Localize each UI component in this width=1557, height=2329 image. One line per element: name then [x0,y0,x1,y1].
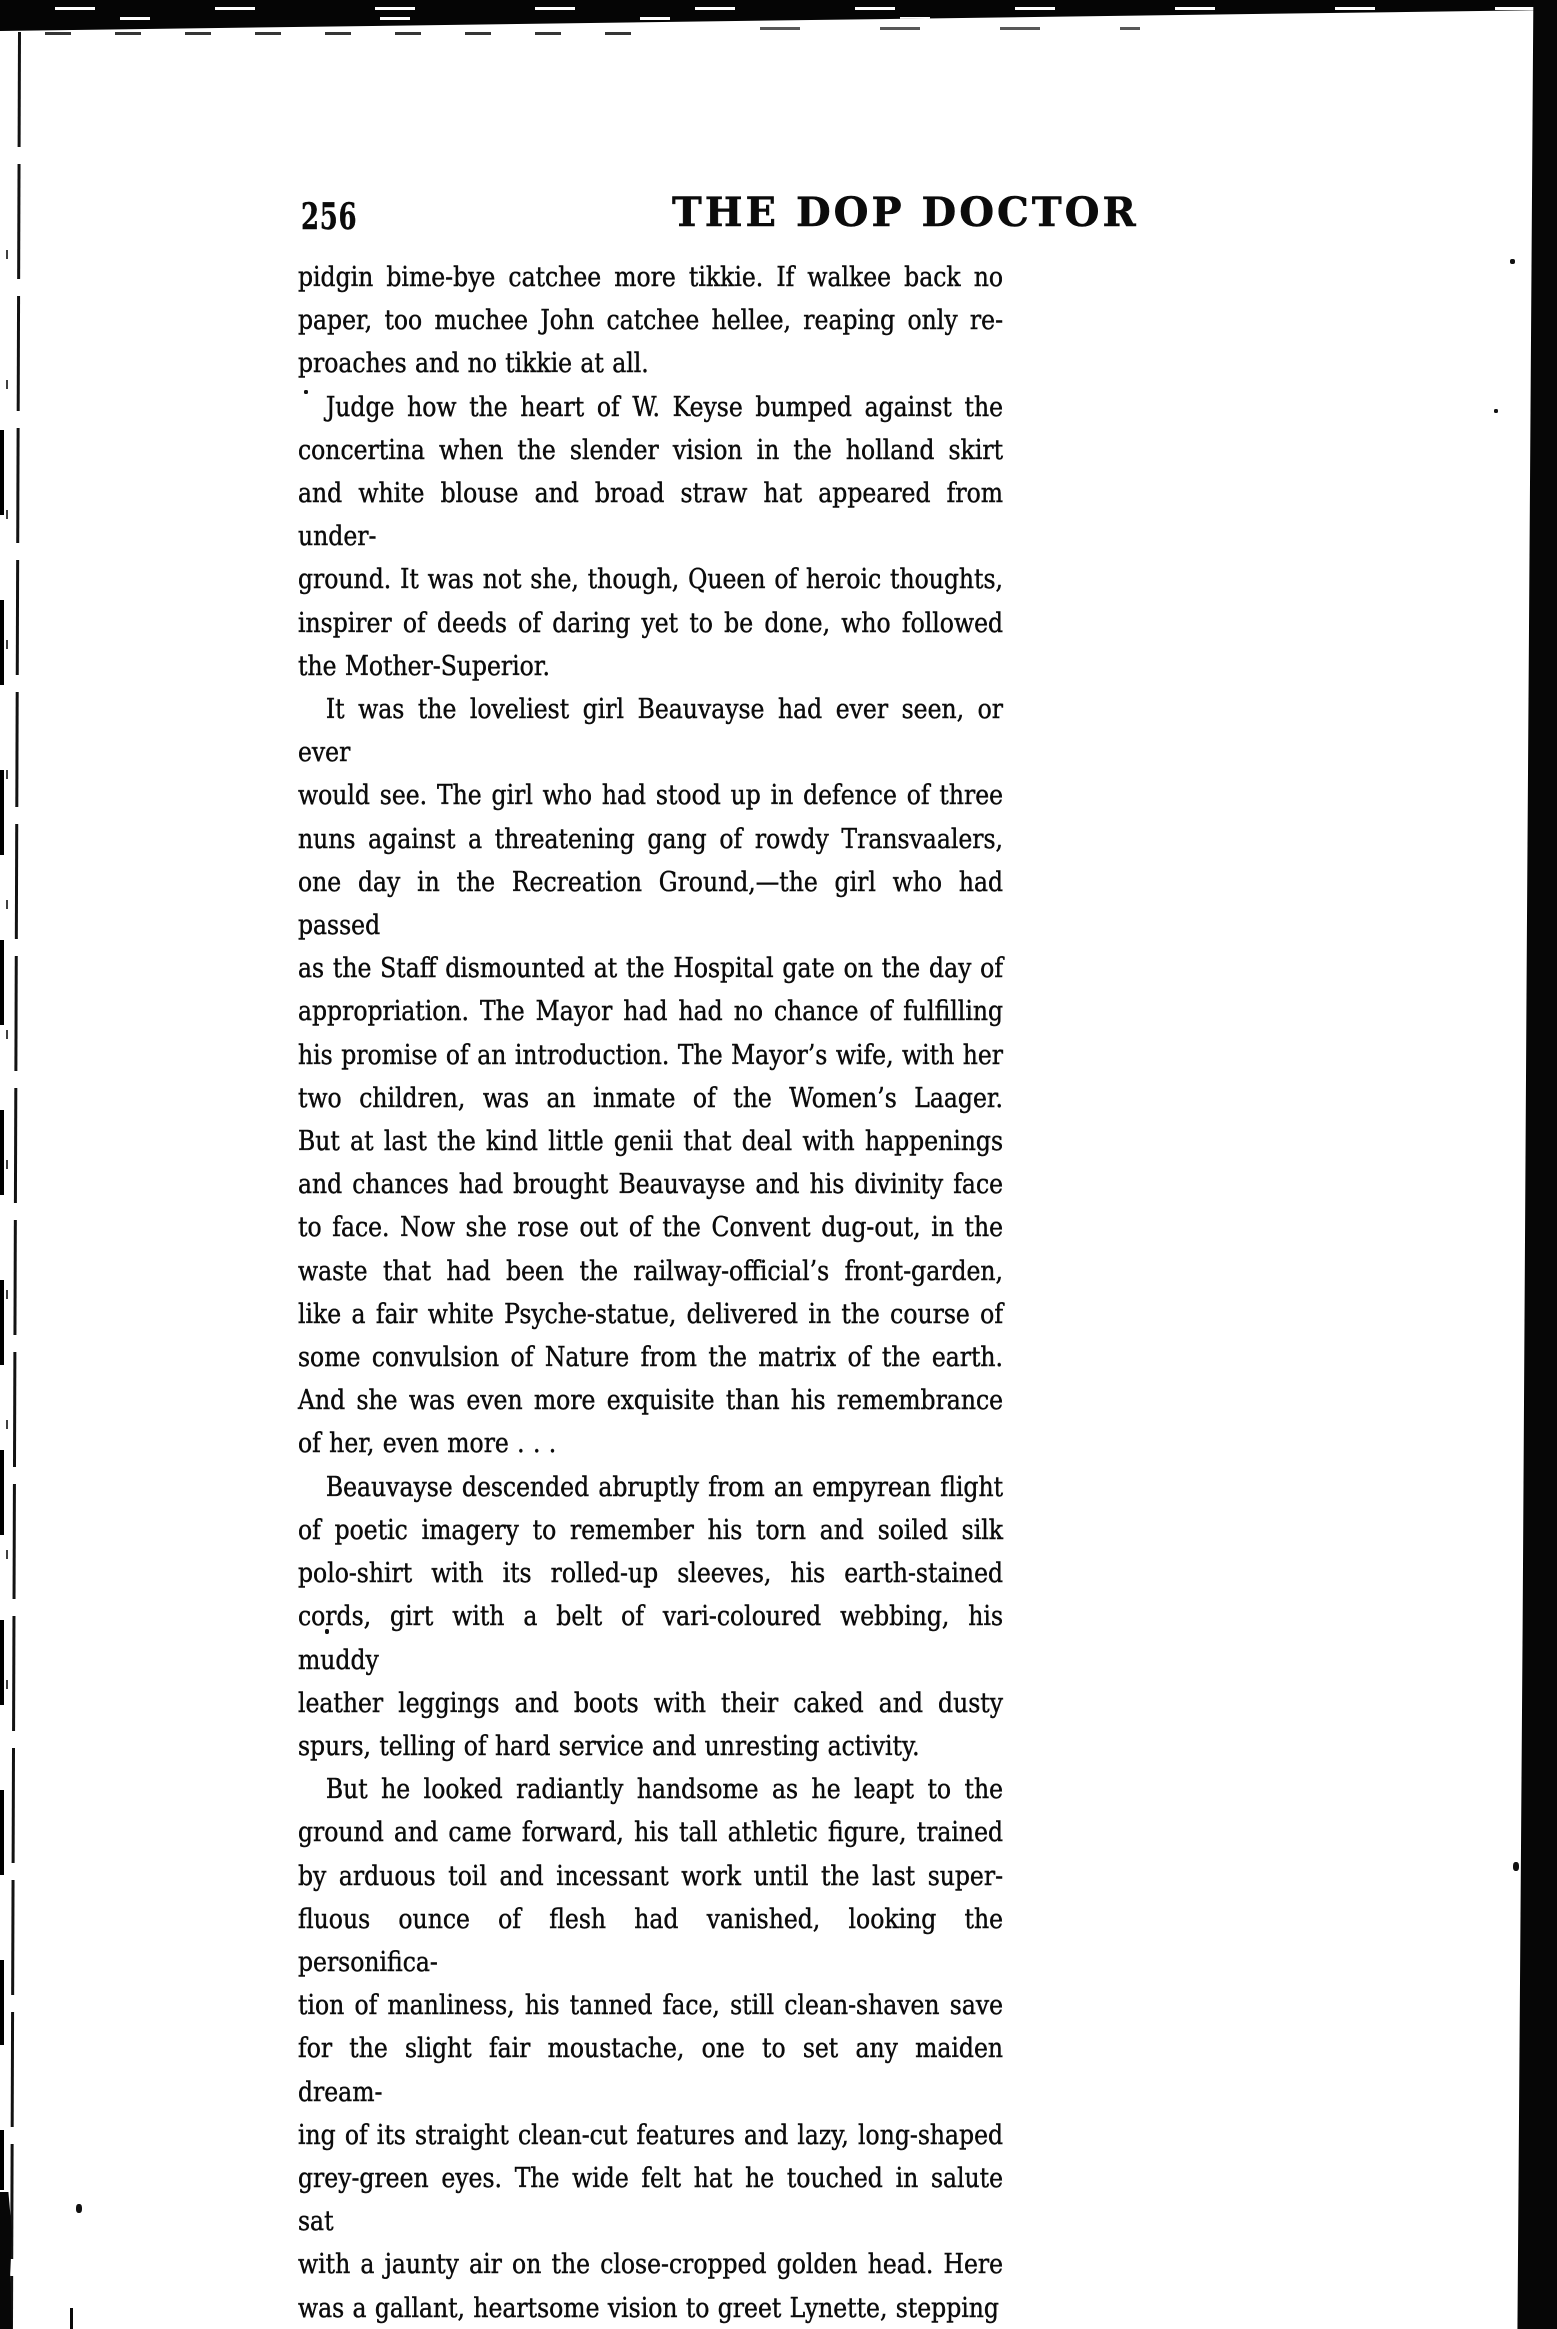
text-line: cords, girt with a belt of vari-coloured webbing, his muddy [298,1601,1004,1676]
text-line: fluous ounce of flesh had vanished, looking the personifica- [298,1903,1004,1978]
text-line: one day in the Recreation Ground,—the girl who had passed [298,866,1004,942]
text-line: would see. The girl who had stood up in defence of three [298,780,1004,812]
text-line: ground and came forward, his tall athletic figure, trained [298,1817,1004,1849]
text-line: tion of manliness, his tanned face, still clean-shaven save [298,1990,1004,2022]
paragraph [298,688,1003,1466]
text-line: as the Staff dismounted at the Hospital gate on the day of [298,953,1004,985]
text-line: polo-shirt with its rolled-up sleeves, his earth-stained [298,1558,1004,1590]
scan-bottom-left-mark [0,2192,12,2329]
text-line: his promise of an introduction. The Mayor’s wife, with her [298,1039,1004,1071]
text-line: for the slight fair moustache, one to set any maiden dream- [298,2033,1004,2108]
paragraph [298,1768,1003,2329]
text-line: Judge how the heart of W. Keyse bumped against the [325,391,1004,423]
scan-streak [0,7,1557,10]
text-line: of her, even more . . . [298,1428,557,1460]
text-line: pidgin bime-bye catchee more tikkie. If walkee back no [298,262,1004,293]
ink-speck [1494,409,1498,413]
ink-speck [76,2204,82,2213]
text-line: It was the loveliest girl Beauvayse had ever seen, or ever [298,694,1004,769]
text-line: leather leggings and boots with their caked and dusty [298,1687,1004,1719]
text-line: But at last the kind little genii that deal with happenings [298,1126,1004,1158]
running-title: THE DOP DOCTOR [672,189,1139,236]
scan-dotted-line [6,250,8,1800]
paragraph [298,1466,1003,1768]
text-line: waste that had been the railway-official’s front-garden, [298,1255,1004,1287]
text-line: proaches and no tikkie at all. [298,348,649,380]
scan-bottom-left-tick [70,2308,73,2329]
text-line: spurs, telling of hard service and unresting activity. [298,1730,920,1762]
paragraph [298,386,1003,688]
text-line: two children, was an inmate of the Women’s Laager. [298,1082,1004,1114]
paragraph [298,256,1003,386]
text-line: was a gallant, heartsome vision to greet Lynette, stepping [298,2292,999,2324]
scan-streak [0,17,1557,20]
text-line: the Mother-Superior. [298,650,550,682]
text-block [298,256,1003,2329]
scan-dashed-line [45,32,665,35]
text-line: of poetic imagery to remember his torn and soiled silk [298,1514,1004,1546]
text-line: to face. Now she rose out of the Convent dug-out, in the [298,1212,1004,1244]
text-line: and chances had brought Beauvayse and his divinity face [298,1169,1004,1201]
text-line: paper, too muchee John catchee hellee, reaping only re- [298,305,1004,337]
text-line: by arduous toil and incessant work until the last super- [298,1860,1004,1892]
text-line: concertina when the slender vision in the holland skirt [298,434,1004,466]
page-number: 256 [301,196,358,238]
scan-dashed-line [760,27,1140,30]
text-line: ing of its straight clean-cut features and lazy, long-shaped [298,2119,1004,2151]
text-line: with a jaunty air on the close-cropped golden head. Here [298,2249,1004,2281]
text-line: ground. It was not she, though, Queen of heroic thoughts, [298,564,1004,596]
text-line: and white blouse and broad straw hat appeared from under- [298,478,1004,553]
text-line: appropriation. The Mayor had had no chance of fulfilling [298,996,1004,1028]
text-line: inspirer of deeds of daring yet to be done, who followed [298,607,1004,639]
text-line: like a fair white Psyche-statue, delivered in the course of [298,1298,1004,1330]
ink-speck [1513,1862,1519,1871]
ink-speck [1510,259,1515,264]
text-line: And she was even more exquisite than his remembrance [298,1385,1004,1417]
scan-gutter-line [10,32,21,2329]
text-line: some convulsion of Nature from the matrix of the earth. [298,1342,1004,1374]
scan-left-edge-strip [0,430,4,2190]
text-line: grey-green eyes. The wide felt hat he touched in salute sat [298,2162,1004,2238]
scan-right-edge-band [1514,0,1557,2329]
text-line: But he looked radiantly handsome as he leapt to the [325,1774,1004,1806]
text-line: nuns against a threatening gang of rowdy Transvaalers, [298,823,1004,855]
text-line: Beauvayse descended abruptly from an empyrean flight [325,1471,1004,1503]
